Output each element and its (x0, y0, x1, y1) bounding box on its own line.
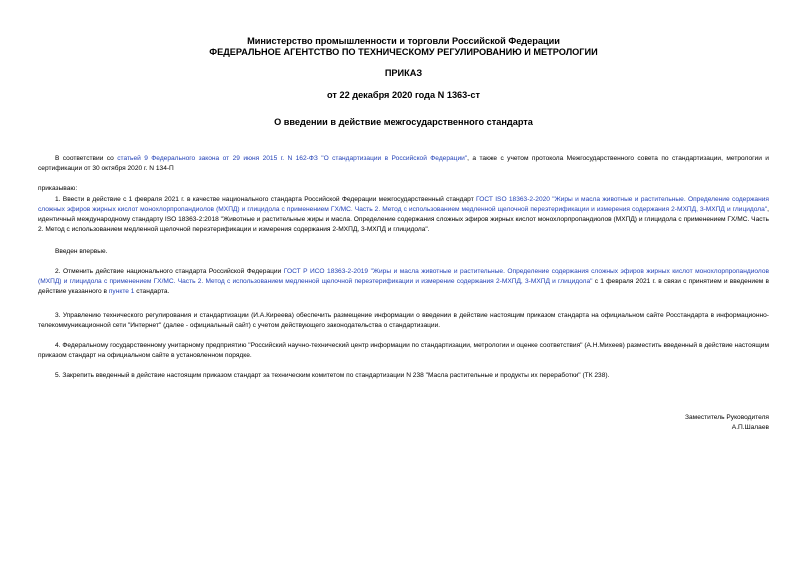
paragraph-2-text-1: 2. Отменить действие национального стандарта Российской Федерации (55, 268, 284, 275)
paragraph-3: 3. Управлению технического регулирования и стандартизации (И.А.Киреева) обеспечить размещение информации о введении в действие настоящим приказом стандарта на официальном сайте Росстандарта в информационно-телекоммуникационной сети "Интернет" (далее - официальный сайт) с учетом действующего законодательства о стандартизации. (38, 312, 769, 329)
order-word: приказываю: (38, 185, 78, 192)
paragraph-2 (38, 267, 769, 297)
signature-position: Заместитель Руководителя (685, 414, 769, 421)
item-1-link[interactable]: пункте 1 (108, 288, 135, 295)
first-time-note: Введен впервые. (55, 248, 108, 255)
paragraph-2-text-2: с 1 февраля 2021 г. в связи с принятием и введением в действие указанного в (38, 278, 769, 295)
paragraph-4: 4. Федеральному государственному унитарному предприятию "Российский научно-технический центр информации по стандартизации, метрологии и оценке соответствия" (А.Н.Михеев) разместить введенный в действие настоящим приказом стандарт на официальном сайте в установленном порядке. (38, 342, 769, 359)
ministry-title: Министерство промышленности и торговли Российской Федерации (247, 36, 560, 46)
law-article-link[interactable]: статьей 9 Федерального закона от 29 июня 2015 г. N 162-ФЗ "О стандартизации в Российской Федерации" (117, 155, 468, 162)
document-type: ПРИКАЗ (384, 68, 423, 78)
signature-name: А.П.Шалаев (731, 424, 769, 431)
gost-iso-standard-link[interactable]: ГОСТ ISO 18363-2-2020 "Жиры и масла животные и растительные. Определение содержания сложных эфиров жирных кислот монохлорпропандиолов (МХПД) и глицидола с применением ГХ/МС. Часть 2. Метод с использованием медленной щелочной переэтерификации и измерения содержания 2-МХПД, 3-МХПД и глицидола" (38, 196, 769, 213)
document-date-number: от 22 декабря 2020 года N 1363-ст (327, 90, 480, 100)
document-subject: О введении в действие межгосударственного стандарта (274, 117, 533, 127)
agency-title: ФЕДЕРАЛЬНОЕ АГЕНТСТВО ПО ТЕХНИЧЕСКОМУ РЕГУЛИРОВАНИЮ И МЕТРОЛОГИИ (209, 47, 598, 57)
gost-r-iso-standard-link[interactable]: ГОСТ Р ИСО 18363-2-2019 "Жиры и масла животные и растительные. Определение содержания сложных эфиров жирных кислот монохлорпропандиолов (МХПД) и глицидола с применением ГХ/МС. Часть 2. Метод с использованием медленной щелочной переэтерификации и измерение содержания 2-МХПД, 3-МХПД и глицидола" (38, 268, 769, 285)
intro-paragraph (38, 154, 769, 174)
paragraph-5: 5. Закрепить введенный в действие настоящим приказом стандарт за техническим комитетом по стандартизации N 238 "Масла растительные и продукты их переработки" (ТК 238). (55, 372, 610, 379)
intro-text-1: В соответствии со (55, 155, 118, 162)
paragraph-1-text-1: 1. Ввести в действие с 1 февраля 2021 г. в качестве национального стандарта Российской Федерации межгосударственный стандарт (55, 196, 477, 203)
intro-text-2: , а также с учетом протокола Межгосударственного совета по стандартизации, метрологии и сертификации от 30 октября 2020 г. N 134-П (38, 155, 769, 172)
paragraph-1-text-2: , идентичный международному стандарту ISO 18363-2:2018 "Животные и растительные жиры и масла. Определение содержания сложных эфиров жирных кислот монохлорпропандиолов (МХПД) и глицидола с применением ГХ/МС. Часть 2. Метод с использованием медленной щелочной переэтерификации и измерения содержания 2-МХПД, 3-МХПД и глицидола". (38, 206, 769, 233)
paragraph-1 (38, 195, 769, 235)
paragraph-2-text-3: стандарта. (134, 288, 170, 295)
